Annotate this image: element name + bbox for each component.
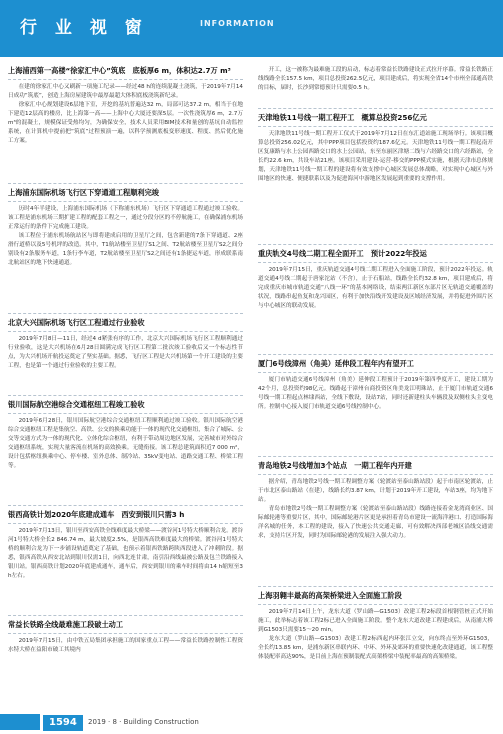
article-body: 2019年7月8日—11日，经过4 d紧张有序的工作，北京大兴国际机场飞行区工程顺利通过行业验收，这是大兴机场在6月28日圆满完成飞行区工程第二批次竣工验收后又一个标志性节点，为大兴机场开航投运奠定了坚实基础。据悉，飞行区工程是大兴机场第一个开工建设的主要工程，也是第一个通过行业验收的主要工程。 [8,336,243,369]
article [258,586,493,712]
article-body: 2019年6月28日，银川国际航空港综合交通枢纽工程顺利通过竣工验收。银川国际航空港综合交通枢纽工程是集航空、高铁、公交的换乘功能于一体的现代化交通枢纽，集合了城际、公交等交通方式为一体的现代化、立体化综合枢纽，有利于带动周边地区发展，完善城市对外综合交通枢纽系统，实现大量客流在机场的高效换乘。无缝衔接。该工程总建筑面积近7 000 m²，设计包括枢纽换乘中心、停车楼、室外总体、制冷站、35kV变电站、道路交通工程、桥梁工程等。 [8,418,243,469]
article-body: 在建的徐家汇中心又刷新一项施工纪录——经过48 h的连续混凝土浇筑，于2019年7月14日成功“筑底”，创造上海房屋建筑中最厚最超大体积底板浇筑新纪录。 徐家汇中心规划建设6层地下室，开挖的基坑普遍达32 m，局部可达37.2 m，相当于在地下建造12层高的楼房，比上海第一高——上海中心大厦还要深5层。一次性浇筑厚6 m，2.7万 m³的混凝土，规模保证受热均匀，为确保安全，技术人员采用BIM技术和量创的基坑自动监控系统，在计算机中提前把“筑底”过程预演一遍，以科学预测底板变形速度、程度、然后优化施工方案。 [8,84,243,144]
article [8,615,243,657]
publication-info: 2019 · 8 · Building Construction [88,718,199,726]
article-body: 厦门市轨道交通6号线漳州（角美）延伸段工程预计于2019年第四季度开工，建设工期为42个月，总投资约98亿元。线路起于漳州台商投资区角美龙江明珠站，止于厦门市轨道交通6号线一期工程起点林埭西站，全线下敷设，设站7站，同时还新建柱头车辆段及双侧柱头主变电所。控制中心接入厦门市轨道交通6号线控制中心。 [258,377,493,410]
article-headline: 银西高铁计划2020年底建成通车 西安到银川只需3 h [8,505,243,524]
section-banner [0,0,503,57]
page-number: 1594 [43,715,83,731]
article-body: 开工，这一被称为最难施工段的启动，标志着常益长铁路建设正式拉开序幕。常益长铁路正线线路全长157.5 km，项目总投资262.5亿元，项目建成后，将实现全省14个市州全部通高铁的目标，届时，长沙到常德预计只需要0.5 h。 [258,67,493,91]
article-body: 天津地铁11号线一期工程开工仪式于2019年7月12日在东汇道站施工现场举行。该项目概算总投资256.02亿元，其中PPP项目包括投资约187.6亿元。天津地铁11号线一期工程起南开区复康路与水上公园西路交口的水上公园站，东至东丽区津塘二线与六经路交口的六经路站，全长约22.6 km，共设车站21座。该项目采用建设-运营-移交的PPP模式实施，根据天津市总体规划，天津地铁11号线一期工程的建设将有效支撑中心城区发展总体战略，对实现中心城区与外围地区的快速、便捷联系以及为促进海河中游地区发展起到重要的支撑作用。 [258,131,493,182]
article [8,505,243,611]
article-headline: 上海羽翱丰最高的高架桥梁进入全面施工阶段 [258,586,493,605]
section-subtitle: INFORMATION [200,19,275,28]
article-body: 2019年7月15日，由中铁五局集团承担施工的国家重点工程——常益长铁路控制性工程资水特大桥在益阳市破工其境内 [8,638,243,653]
article-body: 2019年7月15日，重庆轨道交通4号线二期工程进入全面施工阶段，预计2022年投运。轨道交通4号线二期起于唐家沱站（不含），止于石船站，线路全长约32.8 km，项目建成后，将完成重庆市城市轨道交通“八线一环”的基本网络设，结束两江新区东部片区无轨道交通覆盖的状况，线路串起鱼复和龙兴园区，有利于加快沿线开发建设及区域经济发展，并将促进外围片区与中心城区的联动发展。 [258,267,493,309]
article-headline: 北京大兴国际机场飞行区工程通过行业验收 [8,313,243,332]
article-headline: 重庆轨交4号线二期工程全面开工 预计2022年投运 [258,244,493,263]
article [8,313,243,391]
article-body: 2019年7月14日上午，龙东大道（罗山路—G1503）改建工程2标段首根钢管桩正式开始施工，此举标志着该工程2标已进入全面施工阶段。整个龙东大道改建工程建成后，从南浦大桥到G1503只需要15～20 min。 龙东大道（罗山路—G1503）改建工程2标西起内环张江立交，向东终点至外环G1503，全长约13.85 km，是浦东新区串联内环、中环、外环及郊环的重要快速化改建通道，该工程整体装配率高达90%，是目前上海在预制装配式高架桥梁中装配率最高的高架桥梁。 [258,609,493,660]
article-headline: 上海浦东国际机场飞行区下穿通道工程顺利完竣 [8,183,243,202]
article [8,66,243,179]
left-column [8,66,243,661]
article [258,354,493,452]
article-headline: 青岛地铁2号线增加3个站点 一期工程年内开建 [258,456,493,475]
article-headline: 常益长铁路全线最难施工段破土动工 [8,615,243,634]
footer-accent-bar [0,714,40,730]
article [258,244,493,350]
article-body: 历时4年半建设，上海浦东国际机场（下称浦东机场）飞行区下穿通道工程通过竣工验收。该工程是浦东机场三期扩建工程的配套工程之一，通过分段分区的不停航施工，在确保浦东机场正常运行的条件下完成施工建设。 该工程位于浦东机场航站区与即将建成启用的卫星厅之间，包含新建的7条下穿通道、2座滑行道桥以及5号机坪的改造。其中，T1航站楼至卫星厅S1之间、T2航站楼至卫星厅S2之间分别设有2条服务车道，1条行李车道，T2航站楼至卫星厅S2之间还有1条捷运车道，形成联系南北航站区的地下快速通道。 [8,206,243,266]
article-headline: 上海浦西第一高楼“徐家汇中心”筑底 底板厚6 m，体积达2.7万 m³ [8,66,243,80]
article [8,183,243,309]
article-headline: 天津地铁11号线一期工程开工 概算总投资256亿元 [258,108,493,127]
right-column [258,66,493,716]
article-headline: 厦门6号线漳州（角美）延伸段工程年内有望开工 [258,354,493,373]
article-continuation [258,66,493,104]
article-headline: 银川国际航空港综合交通枢纽工程竣工验收 [8,395,243,414]
article [8,395,243,501]
article [258,456,493,582]
section-title: 行 业 视 窗 [20,18,148,38]
article-body: 2019年7月13日，银川至西安高铁全线难度最大桥梁——渡谷河1号特大桥顺利合龙。渡谷河1号特大桥全长2 846.74 m，最大坡度2.5%，是银西高铁难度最大的桥梁。渡谷河1号特大桥的顺利合龙为下一步铺设轨道奠定了基础，也预示着银西铁路跨陕西段进入了冲刺阶段。据悉，银西高铁从西安北站到银川仅需1日，向西北连甘肃，南引沿西线最被公路及包兰铁路接入银川站。银西高铁计划2020年底建成通车，通车后，西安到银川的乘车时间将由14 h缩短至3 h左右。 [8,528,243,579]
page-footer [0,714,503,734]
article [258,108,493,240]
article-body: 据介绍，青岛地铁2号线一期工程调整方案（轮渡站至泰山路站段）起于市南区轮渡站，止于市北区泰山路站（在建），线路长约3.87 km，计划于2019年开工建设，车站3座，均为地下站。 青岛市地铁2号线一期工程调整方案（轮渡站至泰山路站段）线路连接着金龙湾商业区、国际邮轮港等重要片区，其中，国际邮轮港片区更是承担着青岛市建设一流海洋港口、打造国际海洋名城的任务，本工程的建设，接入了快速公共交通走廊，可有效解决西部老城区沿线交通需求，支持片区开发，同时为国际邮轮港的发展注入强大动力。 [258,479,493,539]
